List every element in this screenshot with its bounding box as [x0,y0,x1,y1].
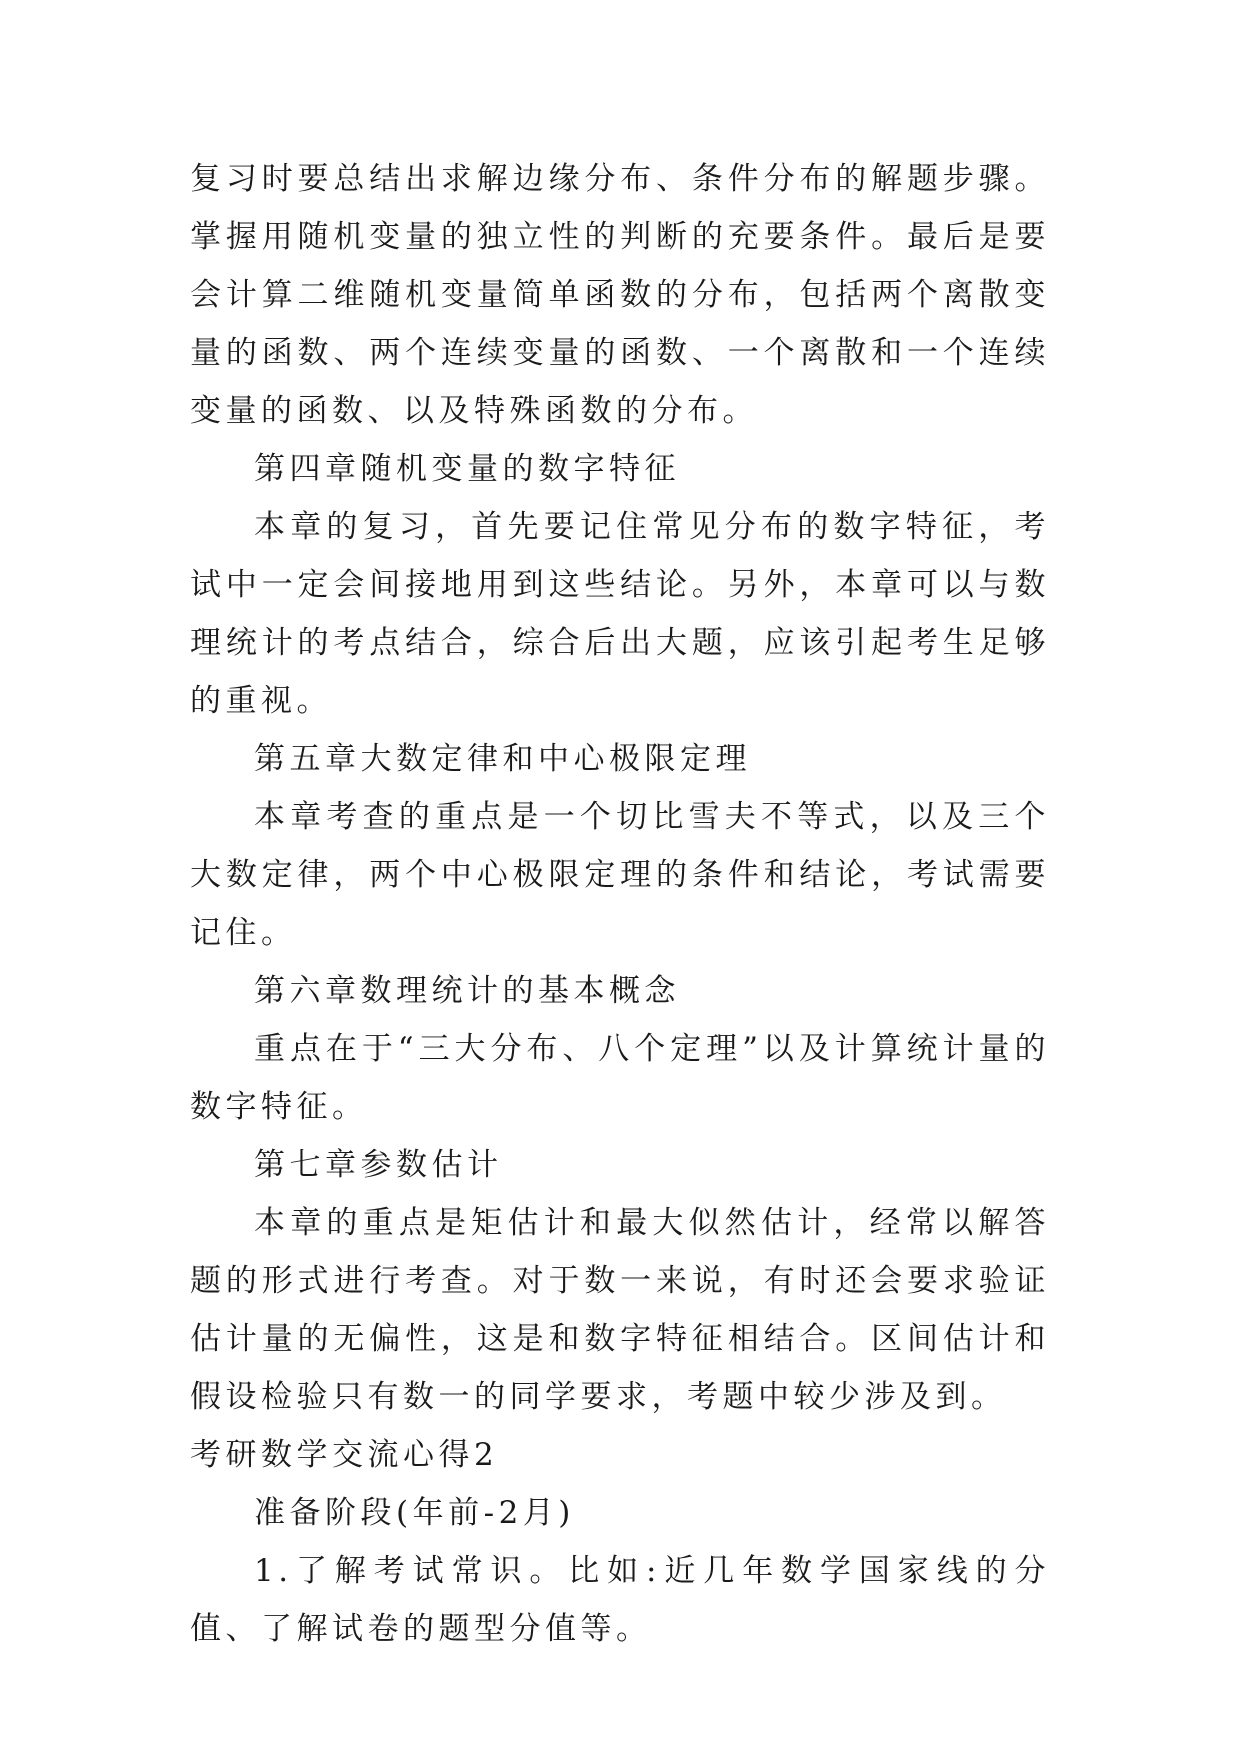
chapter-heading: 第四章随机变量的数字特征 [254,451,680,487]
body-paragraph: 本章的重点是矩估计和最大似然估计，经常以解答题的形式进行考查。对于数一来说，有时还会要求验证估计量的无偏性，这是和数字特征相结合。区间估计和假设检验只有数一的同学要求，考题中较少涉及到。 [190,1205,1050,1415]
chapter-heading: 第七章参数估计 [254,1147,503,1183]
subsection-heading: 准备阶段(年前-2月) [254,1495,575,1531]
body-paragraph: 本章的复习，首先要记住常见分布的数字特征，考试中一定会间接地用到这些结论。另外，本章可以与数理统计的考点结合，综合后出大题，应该引起考生足够的重视。 [190,509,1050,719]
body-paragraph: 1.了解考试常识。比如:近几年数学国家线的分值、了解试卷的题型分值等。 [190,1553,1050,1647]
body-paragraph: 本章考查的重点是一个切比雪夫不等式，以及三个大数定律，两个中心极限定理的条件和结论，考试需要记住。 [190,799,1050,951]
chapter-heading: 第五章大数定律和中心极限定理 [254,741,751,777]
document-body [190,150,1050,1658]
body-paragraph: 重点在于“三大分布、八个定理”以及计算统计量的数字特征。 [190,1031,1050,1125]
chapter-heading: 第六章数理统计的基本概念 [254,973,680,1009]
section-title: 考研数学交流心得2 [190,1437,499,1473]
body-paragraph: 复习时要总结出求解边缘分布、条件分布的解题步骤。掌握用随机变量的独立性的判断的充要条件。最后是要会计算二维随机变量简单函数的分布，包括两个离散变量的函数、两个连续变量的函数、一个离散和一个连续变量的函数、以及特殊函数的分布。 [190,161,1050,429]
